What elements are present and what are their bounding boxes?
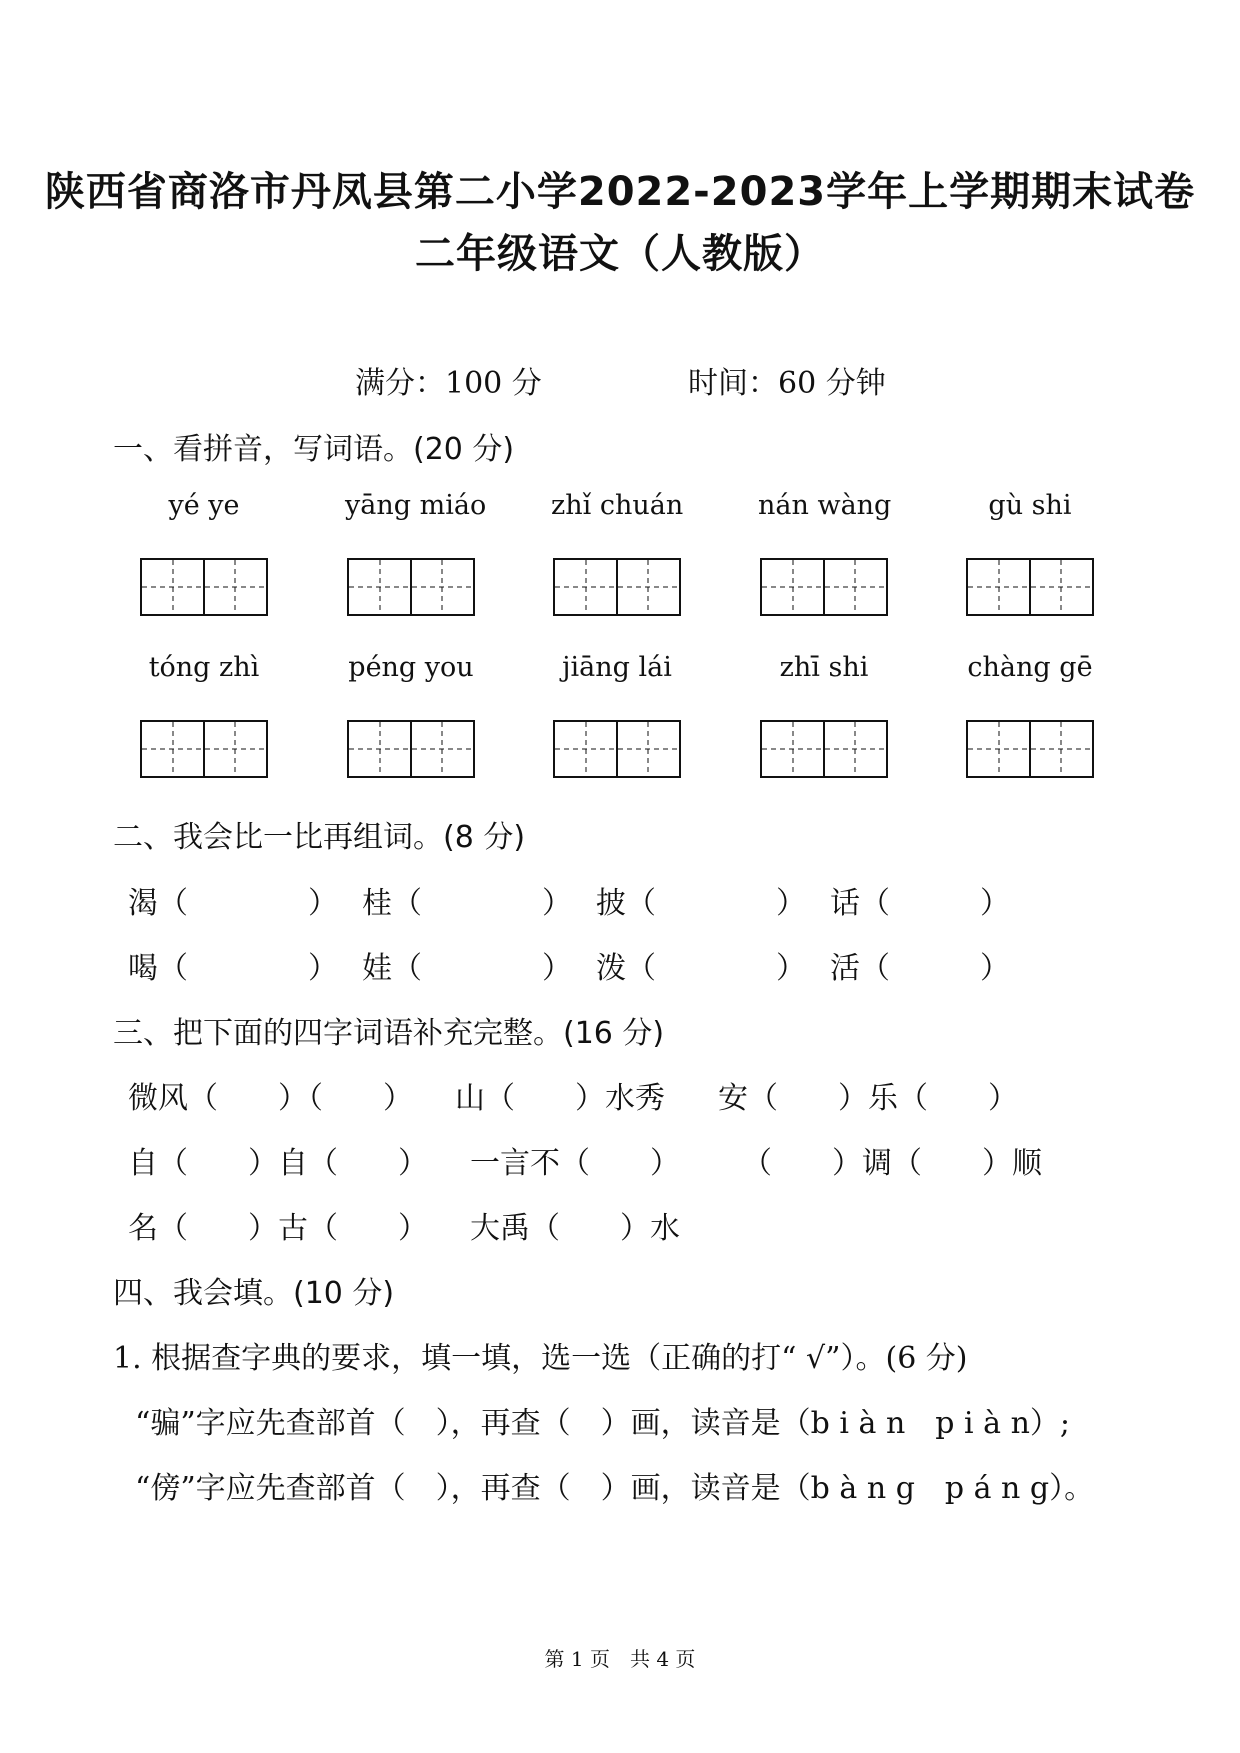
exam-title: 陕西省商洛市丹凤县第二小学2022-2023学年上学期期末试卷 — [44, 169, 1196, 215]
writing-grid[interactable] — [760, 558, 888, 616]
dictionary-line-2: “傍”字应先查部首（ ），再查（ ）画，读音是（b à n g p á n g）。 — [135, 1471, 1095, 1506]
pinyin: nán wàng — [758, 490, 892, 521]
page-footer: 第 1 页 共 4 页 — [544, 1647, 696, 1671]
writing-grid[interactable] — [347, 720, 475, 778]
idiom-item: 微风（ ）（ ） — [128, 1081, 413, 1116]
pinyin: zhǐ chuán — [551, 490, 684, 521]
pinyin: tóng zhì — [148, 652, 260, 683]
full-score: 满分：100 分 — [355, 366, 542, 401]
word-group-item: 喝（ ） — [128, 951, 338, 986]
dictionary-line-1: “骗”字应先查部首（ ），再查（ ）画，读音是（b i à n p i à n）; — [135, 1406, 1071, 1441]
exam-subtitle: 二年级语文（人教版） — [415, 231, 825, 277]
writing-grid[interactable] — [140, 720, 268, 778]
writing-grid[interactable] — [966, 558, 1094, 616]
exam-time: 时间：60 分钟 — [688, 366, 886, 401]
pinyin: péng you — [348, 652, 474, 683]
idiom-item: 大禹（ ）水 — [470, 1211, 680, 1246]
idiom-item: 一言不（ ） — [470, 1146, 680, 1181]
idiom-item: 山（ ）水秀 — [455, 1081, 665, 1116]
question-1: 1. 根据查字典的要求，填一填，选一选（正确的打“ √”）。(6 分) — [113, 1341, 968, 1376]
word-group-item: 活（ ） — [830, 951, 1010, 986]
word-group-item: 披（ ） — [596, 886, 806, 921]
word-group-item: 渴（ ） — [128, 886, 338, 921]
word-group-item: 桂（ ） — [362, 886, 572, 921]
section-3-heading: 三、把下面的四字词语补充完整。(16 分) — [113, 1016, 665, 1051]
idiom-item: 自（ ）自（ ） — [128, 1146, 428, 1181]
pinyin: chàng gē — [967, 652, 1093, 683]
writing-grid[interactable] — [553, 558, 681, 616]
pinyin: gù shi — [988, 490, 1072, 521]
idiom-item: （ ）调（ ）顺 — [742, 1146, 1042, 1181]
pinyin: yé ye — [168, 490, 240, 521]
section-4-heading: 四、我会填。(10 分) — [113, 1276, 395, 1311]
writing-grid[interactable] — [553, 720, 681, 778]
idiom-item: 名（ ）古（ ） — [128, 1211, 428, 1246]
pinyin: zhī shi — [779, 652, 869, 683]
writing-grid[interactable] — [760, 720, 888, 778]
writing-grid[interactable] — [140, 558, 268, 616]
writing-grid[interactable] — [347, 558, 475, 616]
word-group-item: 话（ ） — [830, 886, 1010, 921]
word-group-item: 娃（ ） — [362, 951, 572, 986]
pinyin: jiāng lái — [562, 652, 672, 683]
idiom-item: 安（ ）乐（ ） — [718, 1081, 1018, 1116]
pinyin: yāng miáo — [345, 490, 487, 521]
section-1-heading: 一、看拼音，写词语。(20 分) — [113, 432, 515, 467]
section-2-heading: 二、我会比一比再组词。(8 分) — [113, 820, 526, 855]
writing-grid[interactable] — [966, 720, 1094, 778]
word-group-item: 泼（ ） — [596, 951, 806, 986]
